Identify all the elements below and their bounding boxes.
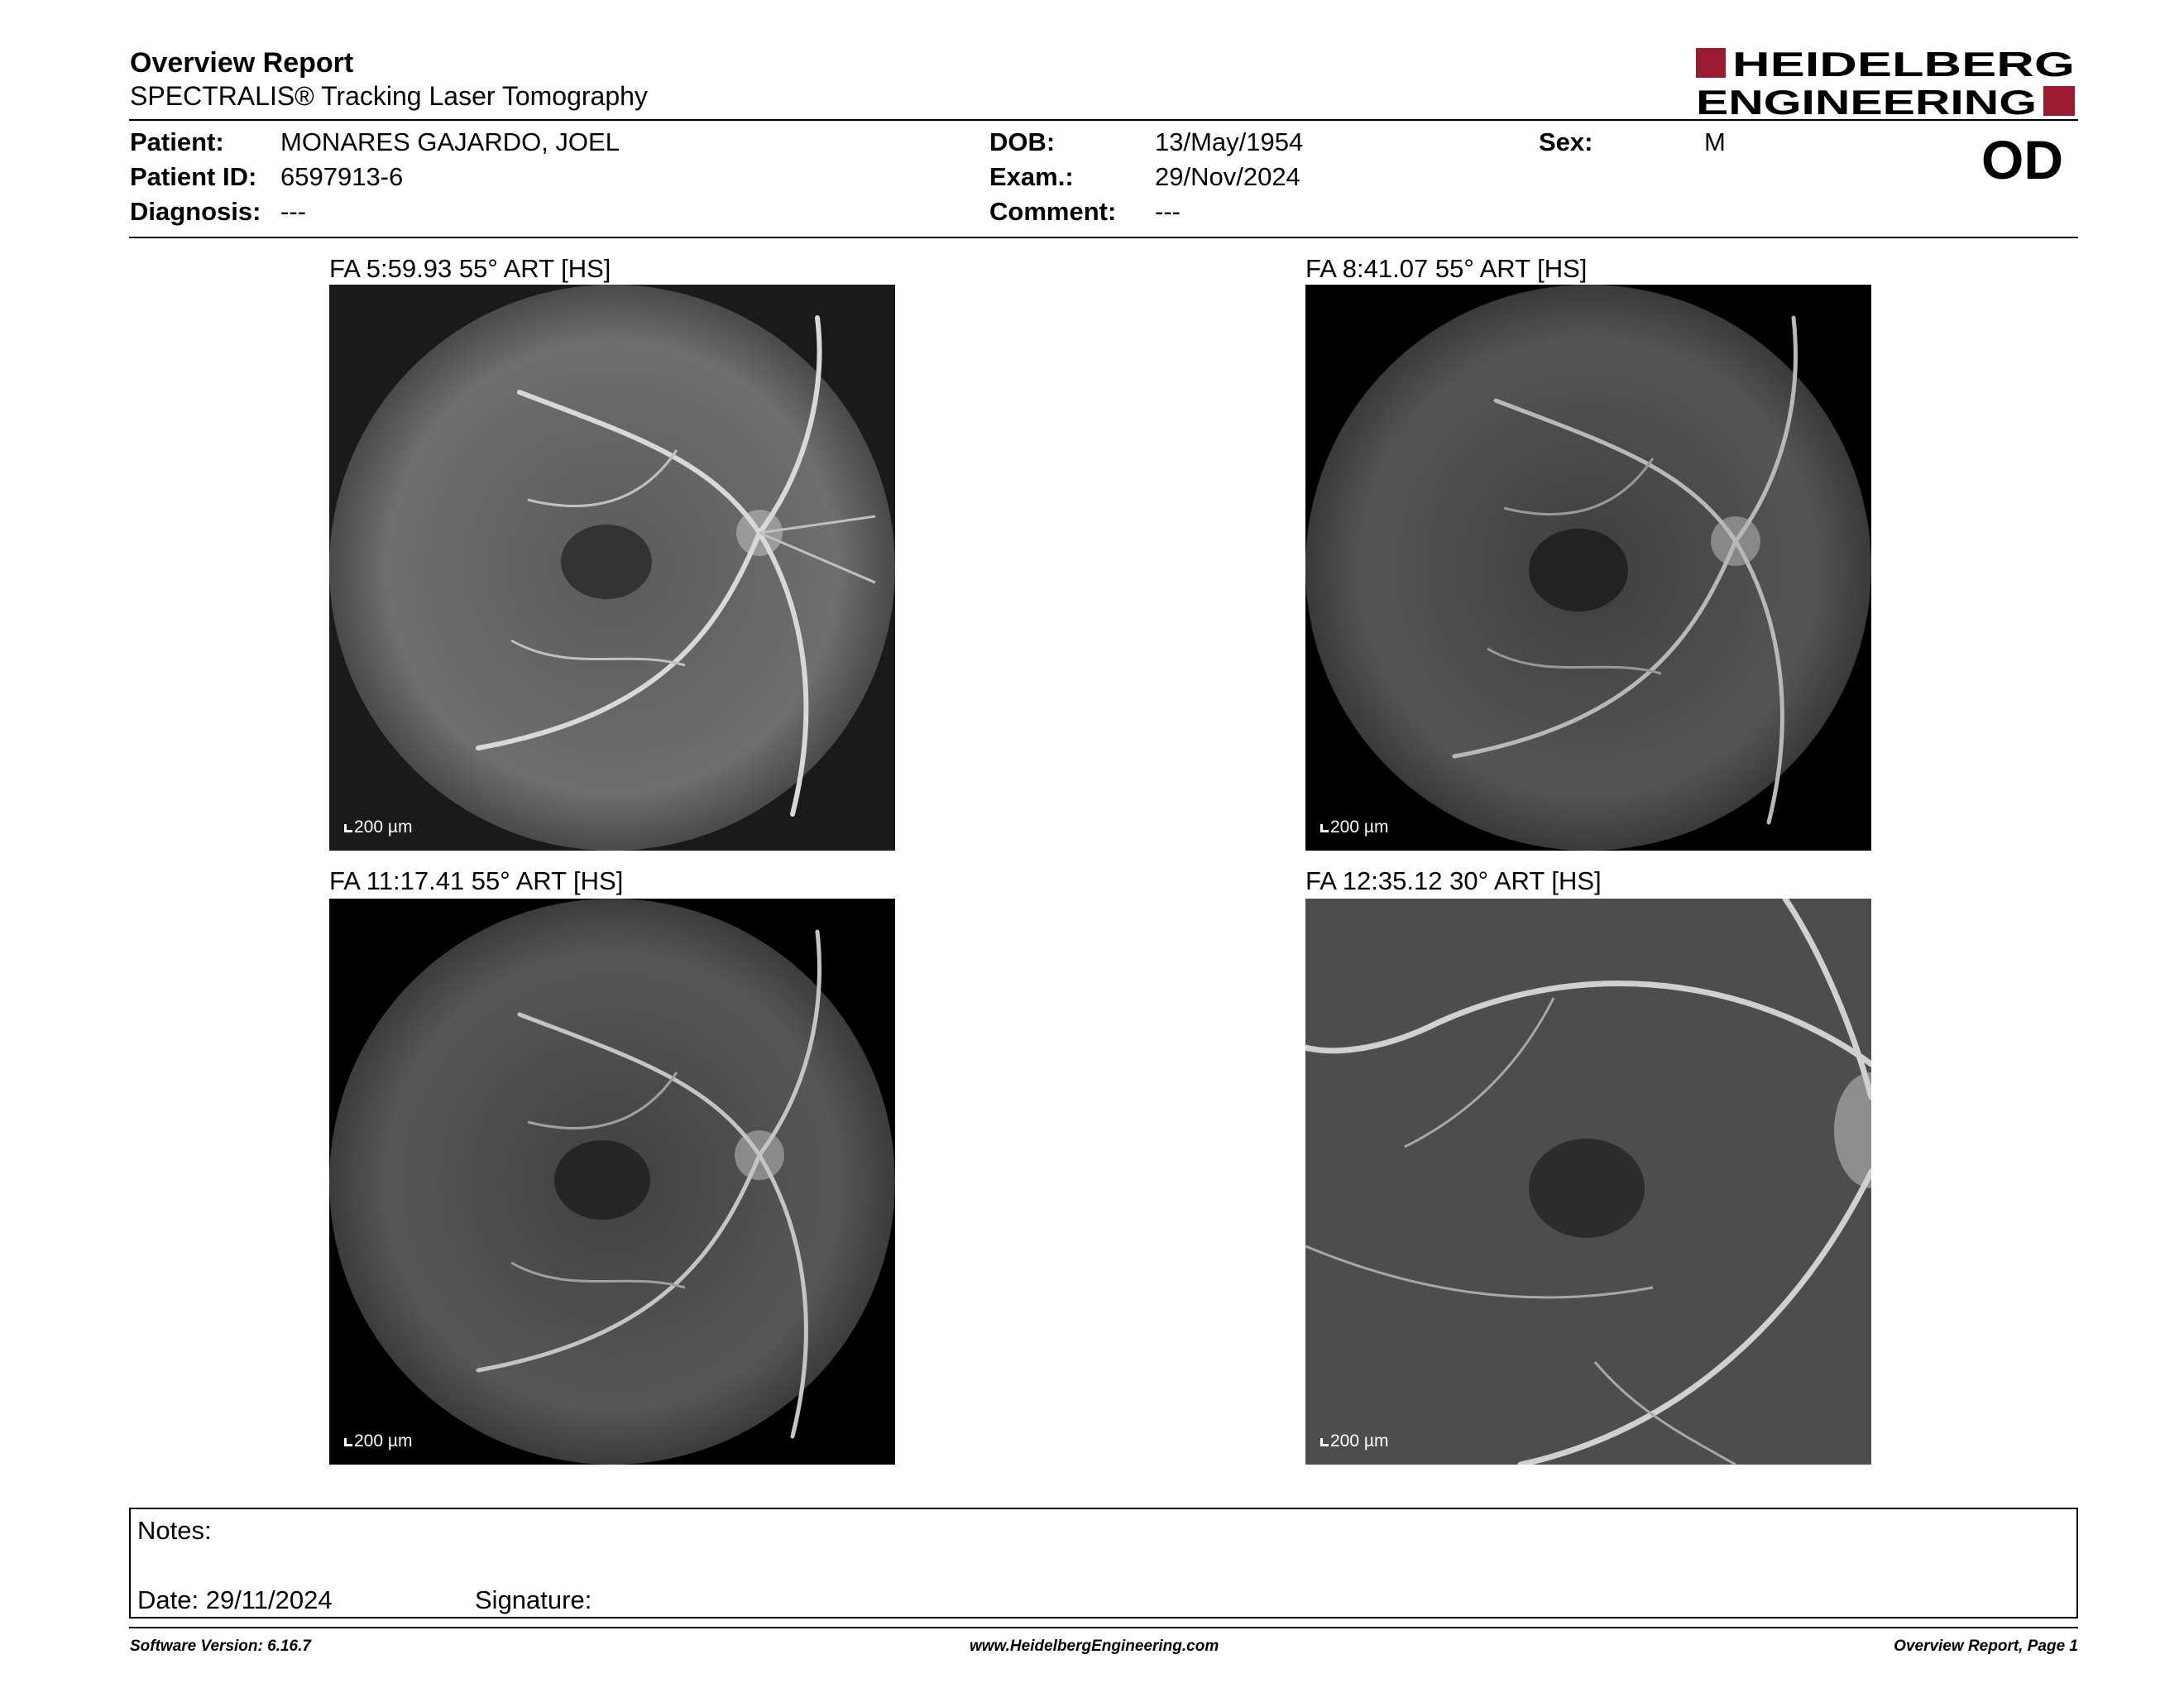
image-title-4: FA 12:35.12 30° ART [HS]	[1305, 866, 1602, 895]
heidelberg-logo	[1696, 46, 2076, 119]
patient-id-label: Patient ID:	[130, 162, 257, 191]
image-title-3: FA 11:17.41 55° ART [HS]	[329, 866, 624, 895]
sex-value: M	[1704, 127, 1726, 156]
fundus-graphic-4	[1305, 899, 1871, 1465]
logo-text-line2: ENGINEERING	[1696, 83, 2037, 119]
fundus-image-3[interactable]	[329, 899, 895, 1465]
signature-label: Signature:	[475, 1585, 592, 1614]
logo-square-top	[1696, 48, 1726, 78]
image-title-2: FA 8:41.07 55° ART [HS]	[1305, 254, 1588, 283]
scale-bar-4: 200 µm	[1320, 1431, 1388, 1451]
report-subtitle: SPECTRALIS® Tracking Laser Tomography	[130, 81, 648, 111]
info-divider	[129, 237, 2078, 238]
fundus-image-4[interactable]	[1305, 899, 1871, 1465]
diagnosis-label: Diagnosis:	[130, 197, 261, 226]
diagnosis-value: ---	[280, 197, 306, 226]
scale-bar-3: 200 µm	[344, 1431, 412, 1451]
footer-divider	[129, 1627, 2078, 1628]
patient-id-value: 6597913-6	[280, 162, 404, 191]
eye-indicator: OD	[1981, 129, 2063, 190]
image-title-1: FA 5:59.93 55° ART [HS]	[329, 254, 611, 283]
comment-value: ---	[1155, 197, 1181, 226]
fundus-graphic-2	[1305, 285, 1871, 851]
comment-label: Comment:	[989, 197, 1117, 226]
header-divider	[129, 119, 2078, 121]
scale-bar-2: 200 µm	[1320, 818, 1388, 837]
notes-box[interactable]	[129, 1508, 2078, 1618]
software-version: Software Version: 6.16.7	[130, 1638, 311, 1655]
fundus-image-1[interactable]	[329, 285, 895, 851]
patient-label: Patient:	[130, 127, 224, 156]
exam-label: Exam.:	[989, 162, 1074, 191]
exam-value: 29/Nov/2024	[1155, 162, 1300, 191]
page-number: Overview Report, Page 1	[1894, 1638, 2078, 1655]
dob-value: 13/May/1954	[1155, 127, 1304, 156]
scale-bar-1: 200 µm	[344, 818, 412, 837]
logo-square-bottom	[2043, 86, 2075, 116]
date-label: Date: 29/11/2024	[137, 1585, 333, 1614]
website-link[interactable]: www.HeidelbergEngineering.com	[970, 1638, 1219, 1655]
logo-text-line1: HEIDELBERG	[1732, 46, 2075, 84]
notes-label: Notes:	[137, 1516, 212, 1545]
dob-label: DOB:	[989, 127, 1056, 156]
fundus-graphic-1	[329, 285, 895, 851]
fundus-graphic-3	[329, 899, 895, 1465]
report-title: Overview Report	[130, 47, 354, 79]
sex-label: Sex:	[1539, 127, 1593, 156]
patient-value: MONARES GAJARDO, JOEL	[280, 127, 620, 156]
fundus-image-2[interactable]	[1305, 285, 1871, 851]
